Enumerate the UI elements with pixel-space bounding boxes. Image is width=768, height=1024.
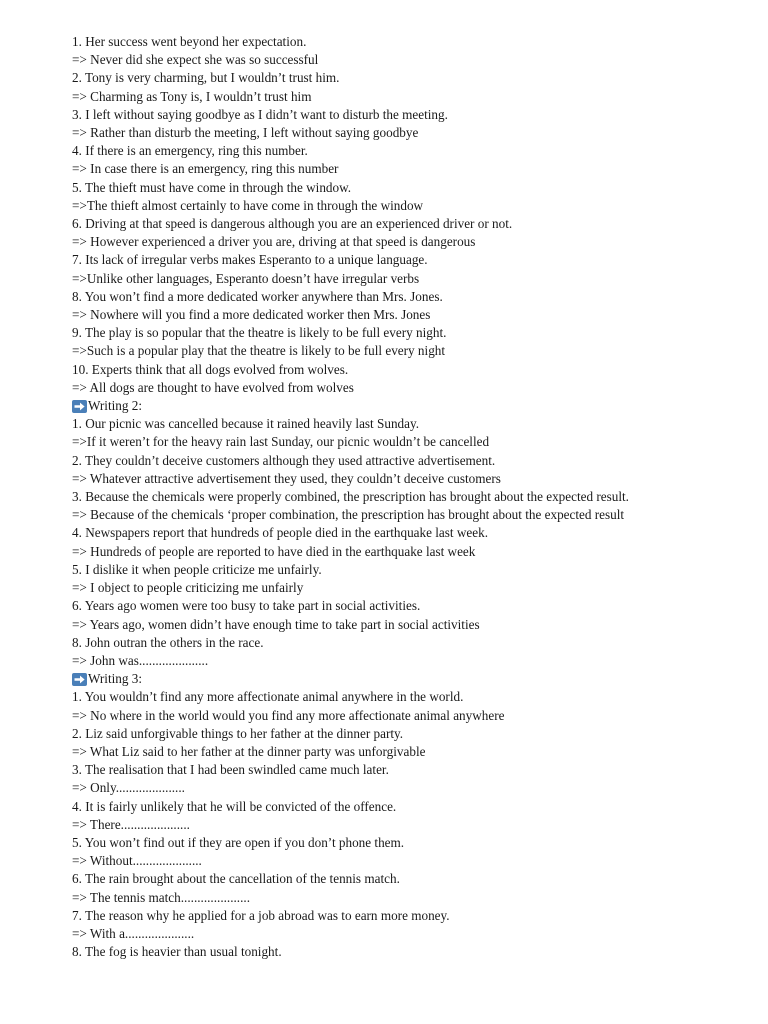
list-item: => The tennis match..................... [72,889,250,905]
list-item: => Whatever attractive advertisement they used, they couldn’t deceive customers [72,470,501,486]
list-item: 1. Our picnic was cancelled because it rained heavily last Sunday. [72,416,420,432]
list-item: 3. Because the chemicals were properly combined, the prescription has brought about the expected result. [72,489,629,505]
list-item: => John was..................... [72,652,209,668]
list-item: 4. If there is an emergency, ring this number. [72,143,308,159]
list-item: =>If it weren’t for the heavy rain last Sunday, our picnic wouldn’t be cancelled [72,434,490,450]
section-heading [72,397,732,415]
list-item: => Because of the chemicals ‘proper combination, the prescription has brought about the expected result [72,507,625,523]
section-heading-label: Writing 3: [88,671,143,687]
list-item: => No where in the world would you find any more affectionate animal anywhere [72,707,505,723]
list-item: 7. Its lack of irregular verbs makes Esperanto to a unique language. [72,252,428,268]
list-item: => All dogs are thought to have evolved from wolves [72,379,354,395]
section-3 [72,670,732,961]
list-item: => Never did she expect she was so successful [72,52,319,68]
list-item: 5. The thieft must have come in through the window. [72,179,352,195]
list-item: => Rather than disturb the meeting, I left without saying goodbye [72,125,419,141]
list-item: 2. Tony is very charming, but I wouldn’t trust him. [72,70,340,86]
list-item: => With a..................... [72,925,195,941]
list-item: => In case there is an emergency, ring this number [72,161,339,177]
right-arrow-icon [72,400,87,413]
list-item: 9. The play is so popular that the theatre is likely to be full every night. [72,325,447,341]
section-heading [72,670,732,688]
right-arrow-icon [72,673,87,686]
list-item: => Nowhere will you find a more dedicated worker then Mrs. Jones [72,307,431,323]
list-item: => What Liz said to her father at the dinner party was unforgivable [72,743,426,759]
list-item: => I object to people criticizing me unfairly [72,580,304,596]
list-item: => Hundreds of people are reported to have died in the earthquake last week [72,543,476,559]
list-item: 3. I left without saying goodbye as I didn’t want to disturb the meeting. [72,106,448,122]
list-item: =>Unlike other languages, Esperanto doesn’t have irregular verbs [72,270,420,286]
list-item: 10. Experts think that all dogs evolved from wolves. [72,361,349,377]
list-item: 6. The rain brought about the cancellation of the tennis match. [72,871,400,887]
list-item: 4. It is fairly unlikely that he will be convicted of the offence. [72,798,397,814]
list-item: 6. Years ago women were too busy to take part in social activities. [72,598,421,614]
list-item: => Charming as Tony is, I wouldn’t trust him [72,88,312,104]
list-item: 1. You wouldn’t find any more affectionate animal anywhere in the world. [72,689,464,705]
list-item: => Years ago, women didn’t have enough time to take part in social activities [72,616,480,632]
list-item: => There..................... [72,816,190,832]
section-heading-label: Writing 2: [88,398,143,414]
list-item: 8. The fog is heavier than usual tonight. [72,944,282,960]
list-item: 1. Her success went beyond her expectation. [72,34,307,49]
list-item: 5. You won’t find out if they are open if you don’t phone them. [72,834,405,850]
list-item: =>The thieft almost certainly to have come in through the window [72,197,424,213]
list-item: => Without..................... [72,853,202,869]
list-item: 8. You won’t find a more dedicated worker anywhere than Mrs. Jones. [72,288,443,304]
list-item: 6. Driving at that speed is dangerous although you are an experienced driver or not. [72,216,513,232]
list-item: 2. Liz said unforgivable things to her father at the dinner party. [72,725,404,741]
document-body [72,33,732,961]
list-item: 8. John outran the others in the race. [72,634,264,650]
list-item: => However experienced a driver you are, driving at that speed is dangerous [72,234,476,250]
list-item: => Only..................... [72,780,185,796]
list-item: =>Such is a popular play that the theatre is likely to be full every night [72,343,446,359]
section-1 [72,33,732,397]
list-item: 2. They couldn’t deceive customers although they used attractive advertisement. [72,452,496,468]
list-item: 4. Newspapers report that hundreds of people died in the earthquake last week. [72,525,488,541]
section-2 [72,397,732,670]
list-item: 7. The reason why he applied for a job abroad was to earn more money. [72,907,450,923]
list-item: 5. I dislike it when people criticize me unfairly. [72,561,322,577]
list-item: 3. The realisation that I had been swindled came much later. [72,762,389,778]
